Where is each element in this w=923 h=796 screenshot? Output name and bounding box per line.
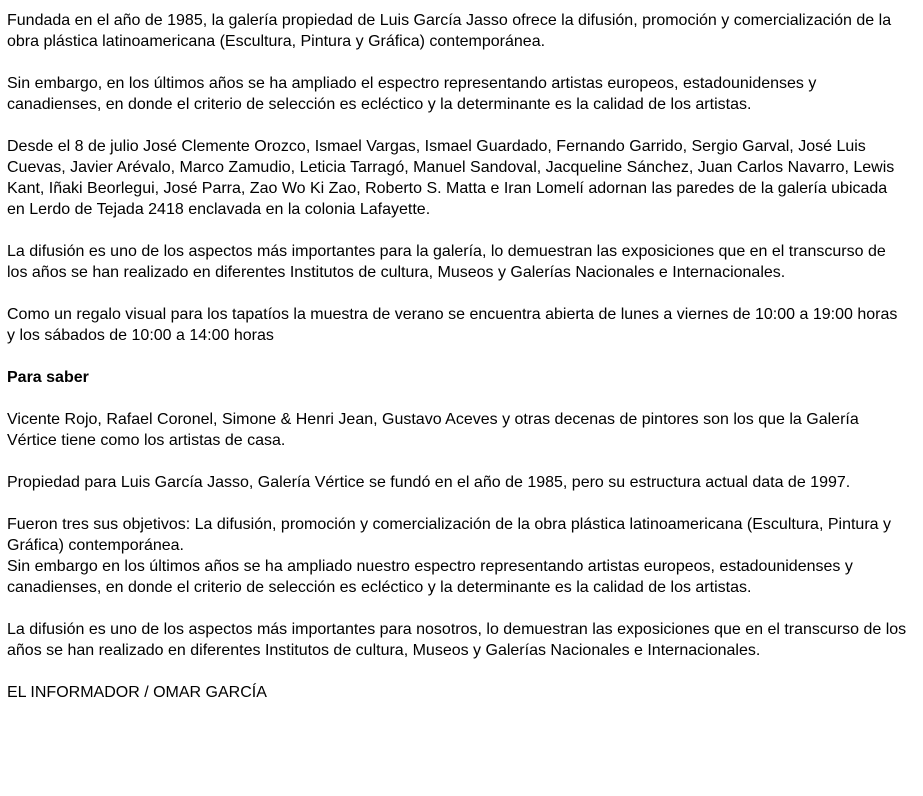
paragraph-spectrum-ours: Sin embargo en los últimos años se ha ampliado nuestro espectro representando artistas europeos, estadounidenses y canadienses, en donde el criterio de selección es ecléctico y la determinante es la calidad de los artistas. <box>7 558 853 596</box>
paragraph-schedule: Como un regalo visual para los tapatíos la muestra de verano se encuentra abierta de lunes a viernes de 10:00 a 19:00 horas y los sábados de 10:00 a 14:00 horas <box>7 306 898 344</box>
paragraph-objectives: Fueron tres sus objetivos: La difusión, promoción y comercialización de la obra plástica latinoamericana (Escultura, Pintura y Gráfica) contemporánea. <box>7 516 891 554</box>
subheading-para-saber: Para saber <box>7 369 89 386</box>
paragraph-ownership: Propiedad para Luis García Jasso, Galería Vértice se fundó en el año de 1985, pero su estructura actual data de 1997. <box>7 474 851 491</box>
paragraph-artists: Desde el 8 de julio José Clemente Orozco, Ismael Vargas, Ismael Guardado, Fernando Garrido, Sergio Garval, José Luis Cuevas, Javier Arévalo, Marco Zamudio, Leticia Tarragó, Manuel Sandoval, Jacqueline Sánchez, Juan Carlos Navarro, Lewis Kant, Iñaki Beorlegui, José Parra, Zao Wo Ki Zao, Roberto S. Matta e Iran Lomelí adornan las paredes de la galería ubicada en Lerdo de Tejada 2418 enclavada en la colonia Lafayette. <box>7 138 895 218</box>
byline: EL INFORMADOR / OMAR GARCÍA <box>7 684 267 701</box>
paragraph-diffusion-ours: La difusión es uno de los aspectos más importantes para nosotros, lo demuestran las exposiciones que en el transcurso de los años se han realizado en diferentes Institutos de cultura, Museos y Galerías Nacionales e Internacionales. <box>7 621 907 659</box>
paragraph-diffusion: La difusión es uno de los aspectos más importantes para la galería, lo demuestran las exposiciones que en el transcurso de los años se han realizado en diferentes Institutos de cultura, Museos y Galerías Nacionales e Internacionales. <box>7 243 886 281</box>
paragraph-spectrum: Sin embargo, en los últimos años se ha ampliado el espectro representando artistas europeos, estadounidenses y canadienses, en donde el criterio de selección es ecléctico y la determinante es la calidad de los artistas. <box>7 75 817 113</box>
paragraph-house-artists: Vicente Rojo, Rafael Coronel, Simone & Henri Jean, Gustavo Aceves y otras decenas de pintores son los que la Galería Vértice tiene como los artistas de casa. <box>7 411 859 449</box>
article-body <box>7 10 907 703</box>
paragraph-founding: Fundada en el año de 1985, la galería propiedad de Luis García Jasso ofrece la difusión, promoción y comercialización de la obra plástica latinoamericana (Escultura, Pintura y Gráfica) contemporánea. <box>7 12 892 50</box>
